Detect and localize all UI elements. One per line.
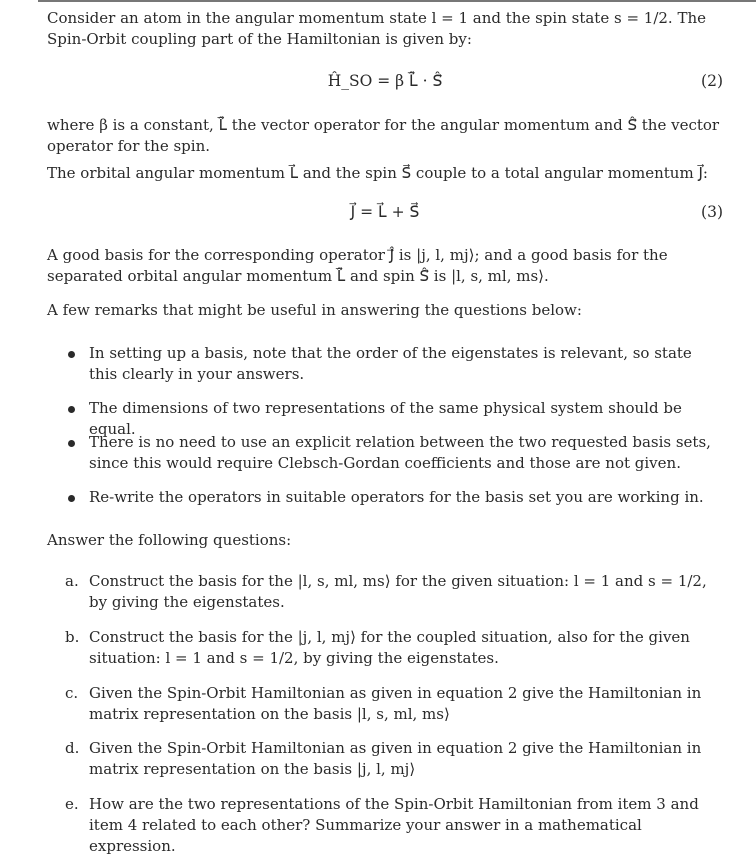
remarks-intro: A few remarks that might be useful in answering the questions below: [47,301,582,319]
question-text: How are the two representations of the Spin-Orbit Hamiltonian from item 3 and item 4 related to each other? Summarize your answer in a mathematical expression. [89,795,699,855]
remark-item: There is no need to use an explicit relation between the two requested basis sets, since this would require Clebsch-Gordan coefficients and those are not given. [89,433,711,472]
question-text: Given the Spin-Orbit Hamiltonian as given in equation 2 give the Hamiltonian in matrix representation on the basis |l, s, ml, ms⟩ [89,684,702,723]
remark-item: In setting up a basis, note that the order of the eigenstates is relevant, so state this clearly in your answers. [89,344,692,383]
bullet-dot [68,495,75,502]
question-label: c. [65,684,79,702]
equation-3-expression: J⃗ = L⃗ + S⃗ [350,203,420,221]
equation-2 [47,70,723,92]
question-text: Construct the basis for the |l, s, ml, ms⟩ for the given situation: l = 1 and s = 1/2, by giving the eigenstates. [89,572,707,611]
question-label: d. [65,739,80,757]
question-text: Given the Spin-Orbit Hamiltonian as given in equation 2 give the Hamiltonian in matrix representation on the basis |j, l, mj⟩ [89,739,702,778]
question-label: b. [65,628,80,646]
remark-item: Re-write the operators in suitable operators for the basis set you are working in. [89,488,704,506]
basis-paragraph: A good basis for the corresponding operator Ĵ⃗ is |j, l, mj⟩; and a good basis for the separated orbital angular momentum L̂⃗ and spin Ŝ⃗ is |l, s, ml, ms⟩. [47,246,668,285]
bullet-dot [68,440,75,447]
bullet-dot [68,406,75,413]
question-text: Construct the basis for the |j, l, mj⟩ for the coupled situation, also for the given situation: l = 1 and s = 1/2, by giving the eigenstates. [89,628,690,667]
equation-3 [47,201,723,223]
intro-paragraph: Consider an atom in the angular momentum state l = 1 and the spin state s = 1/2. The Spin-Orbit coupling part of the Hamiltonian is given by: [47,9,706,48]
question-label: a. [65,572,79,590]
remark-item: The dimensions of two representations of the same physical system should be equal. [89,399,682,438]
equation-2-number: (2) [701,72,723,90]
answer-intro: Answer the following questions: [47,531,292,549]
where-paragraph: where β is a constant, L̂⃗ the vector operator for the angular momentum and Ŝ⃗ the vector operator for the spin. [47,116,720,155]
coupling-paragraph: The orbital angular momentum L⃗ and the spin S⃗ couple to a total angular momentum J⃗: [47,164,708,182]
question-label: e. [65,795,79,813]
equation-2-expression: Ĥ_SO = β L̂⃗ · Ŝ⃗ [327,72,443,90]
equation-3-number: (3) [701,203,723,221]
bullet-dot [68,351,75,358]
